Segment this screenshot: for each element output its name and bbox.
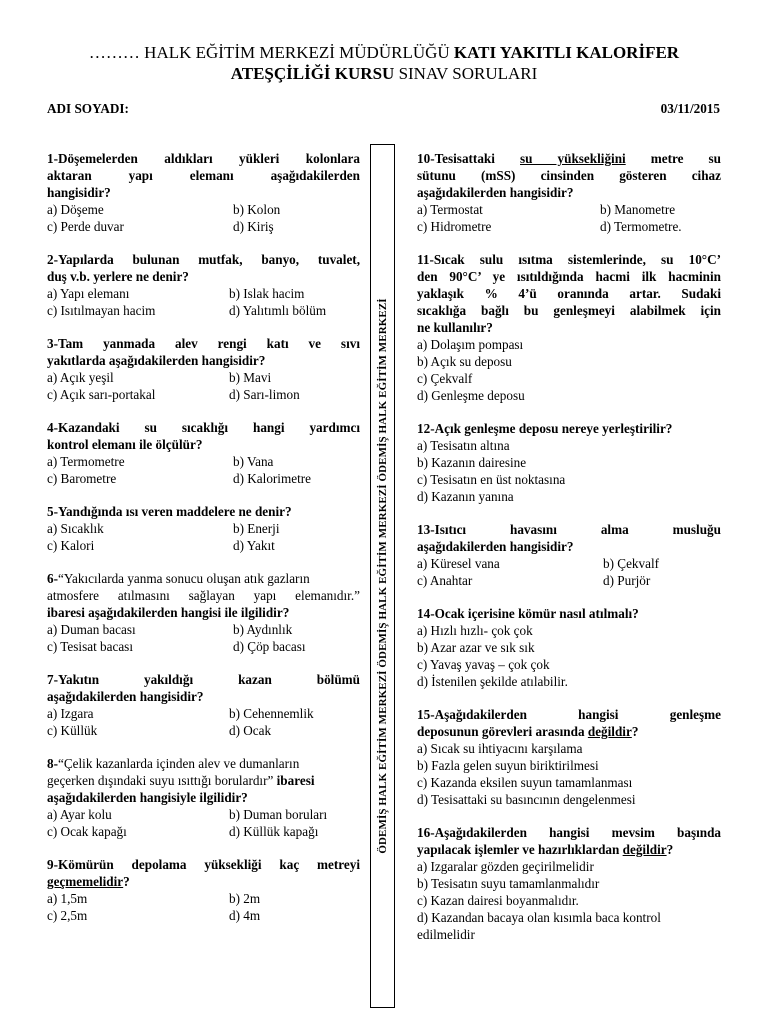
q3-option-b: b) Mavi [229,370,272,385]
q9-option-d: d) 4m [229,908,261,923]
q11-line5: ne kullanılır? [417,320,493,335]
q9-option-b: b) 2m [229,891,261,906]
q9-qmark: ? [123,874,130,889]
q10-pre: 10-Tesisattaki [417,151,495,166]
q9-option-a: a) 1,5m [47,891,88,906]
q2-line1: 2-Yapılarda bulunan mutfak, banyo, tuvalet, [47,252,360,267]
q16-line2 [417,841,673,858]
q6-option-d: d) Çöp bacası [233,639,306,654]
q13-line1: 13-Isıtıcı havasını alma musluğu [417,522,721,537]
q16-option-d-line2: edilmelidir [417,927,475,942]
q6-quote-start: “Yakıcılarda yanma sonucu oluşan atık gazların [58,571,310,586]
q8-option-a: a) Ayar kolu [47,807,112,822]
q1-line3: hangisidir? [47,185,111,200]
q15-line2 [417,723,638,740]
q10-option-d: d) Termometre. [600,219,682,234]
q8-line3: aşağıdakilerden hangisiyle ilgilidir? [47,790,248,805]
q4-option-d: d) Kalorimetre [233,471,311,486]
q14-option-b: b) Azar azar ve sık sık [417,640,535,655]
q4-line1: 4-Kazandaki su sıcaklığı hangi yardımcı [47,420,360,435]
q8-line2 [47,772,315,789]
exam-date: 03/11/2015 [660,101,720,116]
q8-option-c: c) Ocak kapağı [47,824,127,839]
q7-option-c: c) Küllük [47,723,98,738]
q13-option-a: a) Küresel vana [417,556,500,571]
q3-option-c: c) Açık sarı-portakal [47,387,156,402]
q6-option-b: b) Aydınlık [233,622,293,637]
q11-option-d: d) Genleşme deposu [417,388,525,403]
q7-option-d: d) Ocak [229,723,272,738]
q16-pre: yapılacak işlemler ve hazırlıklardan [417,842,623,857]
title-bold-2: ATEŞÇİLİĞİ KURSU [230,64,395,83]
q11-option-a: a) Dolaşım pompası [417,337,524,352]
q15-option-a: a) Sıcak su ihtiyacını karşılama [417,741,583,756]
q7-line2: aşağıdakilerden hangisidir? [47,689,204,704]
q10-option-b: b) Manometre [600,202,676,217]
q14-option-c: c) Yavaş yavaş – çok çok [417,657,550,672]
q11-option-c: c) Çekvalf [417,371,473,386]
q10-line2: sütunu (mSS) cinsinden gösteren cihaz [417,168,721,183]
q10-line3: aşağıdakilerden hangisidir? [417,185,574,200]
q16-option-a: a) Izgaralar gözden geçirilmelidir [417,859,594,874]
q6-option-a: a) Duman bacası [47,622,136,637]
q10-post: metre su [650,151,722,166]
q3-option-d: d) Sarı-limon [229,387,300,402]
q6-option-c: c) Tesisat bacası [47,639,133,654]
q8-number: 8- [47,756,58,771]
q9-line2 [47,873,130,890]
q11-line4: sıcaklığa bağlı bu genleşmeyi alabilmek için [417,303,721,318]
q9-line1: 9-Kömürün depolama yüksekliği kaç metreyi [47,857,360,872]
q8-ibaresi: ibaresi [273,773,315,788]
q8-option-d: d) Küllük kapağı [229,824,319,839]
name-label: ADI SOYADI: [47,101,129,116]
q12-option-d: d) Kazanın yanına [417,489,514,504]
q15-line1: 15-Aşağıdakilerden hangisi genleşme [417,707,721,722]
title-bold: KATI YAKITLI KALORİFER [453,43,680,62]
q16-option-b: b) Tesisatın suyu tamamlanmalıdır [417,876,600,891]
q12-option-b: b) Kazanın dairesine [417,455,527,470]
q14-option-d: d) İstenilen şekilde atılabilir. [417,674,568,689]
q15-option-d: d) Tesisattaki su basıncının dengelenmesi [417,792,636,807]
q12-line1: 12-Açık genleşme deposu nereye yerleştirilir? [417,421,673,436]
q10-option-a: a) Termostat [417,202,483,217]
q16-option-d-line1: d) Kazandan bacaya olan kısımla baca kontrol [417,910,661,925]
q8-quote-start: “Çelik kazanlarda içinden alev ve dumanların [58,756,300,771]
q1-option-d: d) Kiriş [233,219,274,234]
q11-line1: 11-Sıcak sulu ısıtma sistemlerinde, su 10°C’ [417,252,721,267]
q13-option-d: d) Purjör [603,573,651,588]
q15-qmark: ? [631,724,639,739]
q8-quote-end: geçerken dışındaki suyu ısıttığı borulardır” [47,773,274,788]
q7-option-a: a) Izgara [47,706,94,721]
title-plain-2: SINAV SORULARI [394,64,538,83]
q14-line1: 14-Ocak içerisine kömür nasıl atılmalı? [417,606,639,621]
q2-option-d: d) Yalıtımlı bölüm [229,303,327,318]
q6-number: 6- [47,571,58,586]
divider-watermark: ÖDEMİŞ HALK EĞİTİM MERKEZİ ÖDEMİŞ HALK EĞİTİM MERKEZİ ÖDEMİŞ HALK EĞİTİM MERKEZİ [376,298,389,854]
q10-underlined: su yüksekliğini [520,151,626,166]
q12-option-c: c) Tesisatın en üst noktasına [417,472,566,487]
q12-option-a: a) Tesisatın altına [417,438,510,453]
q15-pre: deposunun görevleri arasında [417,724,588,739]
q1-option-c: c) Perde duvar [47,219,124,234]
q2-option-c: c) Isıtılmayan hacim [47,303,156,318]
q4-line2: kontrol elemanı ile ölçülür? [47,437,203,452]
q14-option-a: a) Hızlı hızlı- çok çok [417,623,533,638]
q13-option-b: b) Çekvalf [603,556,660,571]
q2-option-b: b) Islak hacim [229,286,305,301]
q7-option-b: b) Cehennemlik [229,706,314,721]
q5-line1: 5-Yandığında ısı veren maddelere ne denir? [47,504,292,519]
center-divider [370,144,395,1008]
q4-option-b: b) Vana [233,454,274,469]
q2-line2: duş v.b. yerlere ne denir? [47,269,189,284]
q15-option-b: b) Fazla gelen suyun biriktirilmesi [417,758,599,773]
q6-line1 [47,570,310,587]
q7-line1: 7-Yakıtın yakıldığı kazan bölümü [47,672,360,687]
q3-option-a: a) Açık yeşil [47,370,114,385]
q11-line3: yaklaşık % 4’ü oranında artar. Sudaki [417,286,721,301]
q6-line3: ibaresi aşağıdakilerden hangisi ile ilgilidir? [47,605,290,620]
q10-line1 [417,150,721,167]
q5-option-a: a) Sıcaklık [47,521,104,536]
q15-option-c: c) Kazanda eksilen suyun tamamlanması [417,775,633,790]
q2-option-a: a) Yapı elemanı [47,286,130,301]
q5-option-b: b) Enerji [233,521,280,536]
q5-option-d: d) Yakıt [233,538,275,553]
q9-underlined: geçmemelidir [47,874,124,889]
q16-option-c: c) Kazan dairesi boyanmalıdır. [417,893,579,908]
q13-option-c: c) Anahtar [417,573,473,588]
q1-option-a: a) Döşeme [47,202,104,217]
q16-qmark: ? [666,842,674,857]
q3-line1: 3-Tam yanmada alev rengi katı ve sıvı [47,336,360,351]
q1-line2: aktaran yapı elemanı aşağıdakilerden [47,168,360,183]
q8-option-b: b) Duman boruları [229,807,328,822]
q1-option-b: b) Kolon [233,202,281,217]
q11-option-b: b) Açık su deposu [417,354,512,369]
q4-option-c: c) Barometre [47,471,117,486]
title-line-2 [0,63,768,84]
q10-option-c: c) Hidrometre [417,219,492,234]
q16-underlined: değildir [622,842,667,857]
q16-line1: 16-Aşağıdakilerden hangisi mevsim başında [417,825,721,840]
q4-option-a: a) Termometre [47,454,125,469]
title-plain: ……… HALK EĞİTİM MERKEZİ MÜDÜRLÜĞÜ [88,43,454,62]
q8-line1 [47,755,299,772]
q9-option-c: c) 2,5m [47,908,88,923]
q6-line2: atmosfere atılmasını sağlayan yapı elemanıdır.” [47,588,360,603]
title-line-1 [0,42,768,63]
q15-underlined: değildir [587,724,632,739]
q5-option-c: c) Kalori [47,538,95,553]
q11-line2: den 90°C’ ye ısıtıldığında hacmi ilk hacminin [417,269,721,284]
q3-line2: yakıtlarda aşağıdakilerden hangisidir? [47,353,266,368]
q13-line2: aşağıdakilerden hangisidir? [417,539,574,554]
q1-line1: 1-Döşemelerden aldıkları yükleri kolonlara [47,151,360,166]
